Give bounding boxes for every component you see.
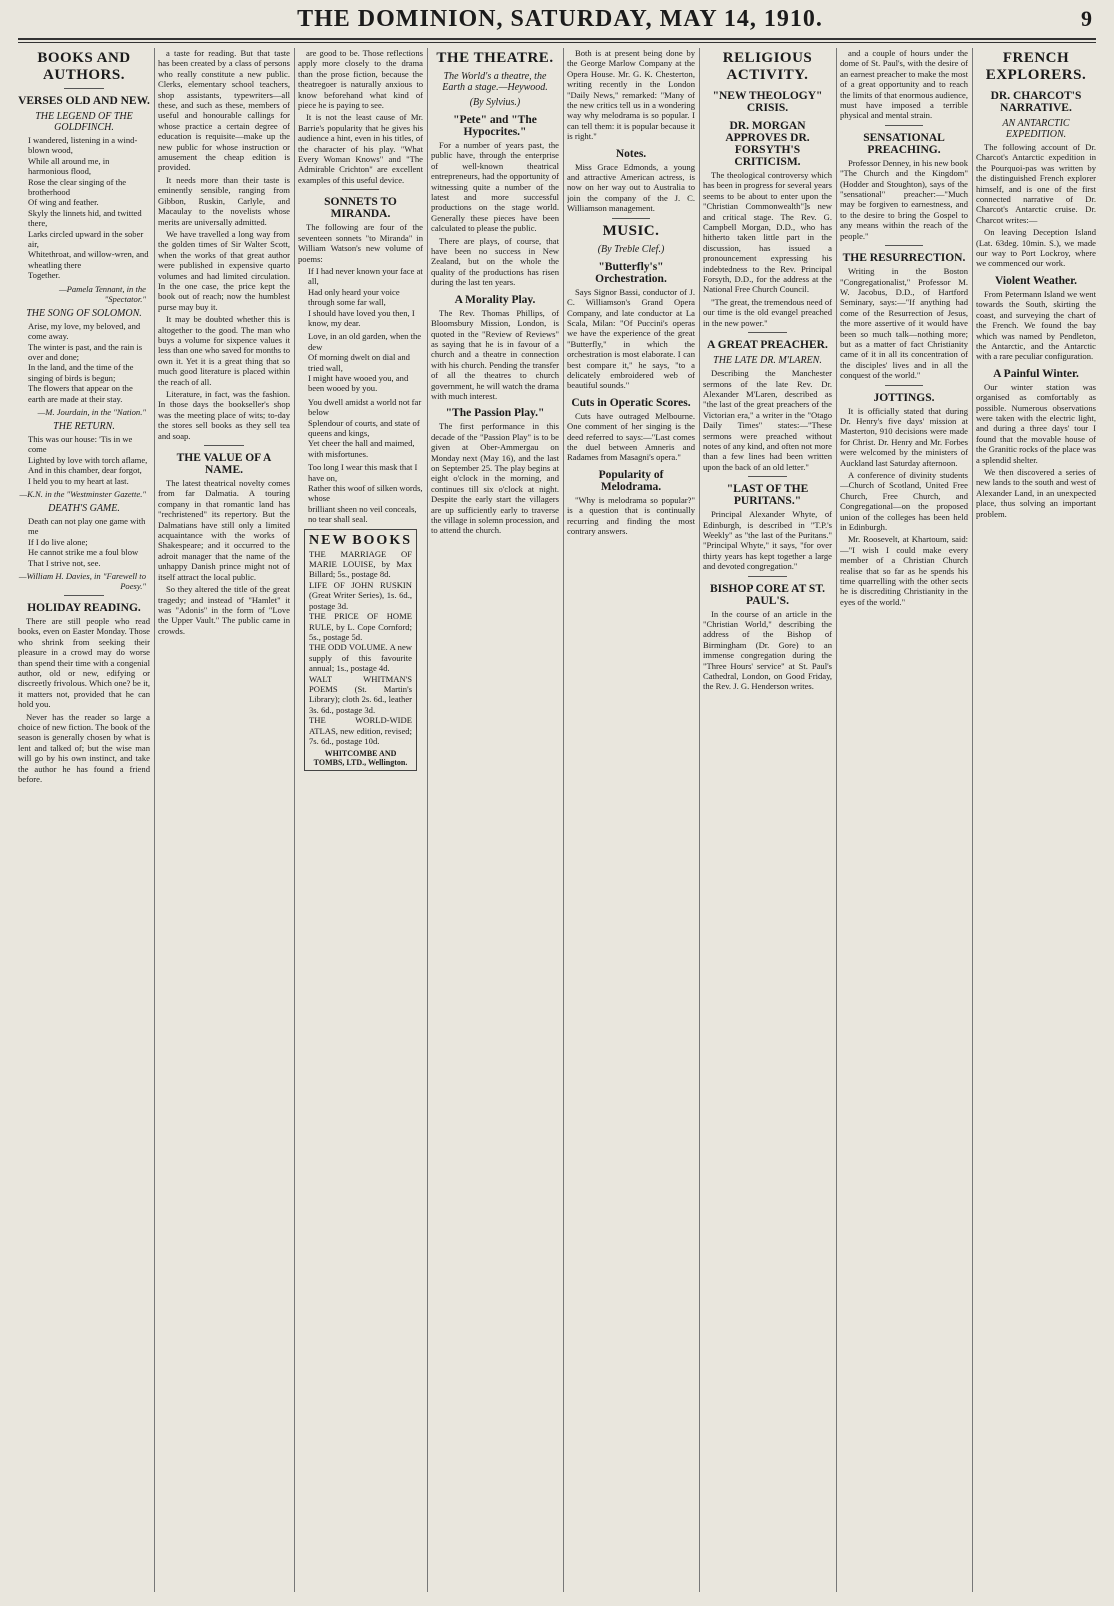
masthead [0,0,1114,40]
subhead: Popularity of Melodrama. [598,468,664,493]
divider [64,595,104,596]
article-title: HOLIDAY READING. [27,602,141,614]
subhead: Notes. [615,147,647,160]
subhead: AN ANTARCTIC EXPEDITION. [1002,118,1070,140]
column-rule [836,48,837,1592]
article-title: THE RESURRECTION. [842,252,966,265]
paragraph: We then discovered a series of new lands to the south and west of Alexander Land, in an unexpected place, thus solving an important problem. [976,466,1096,519]
article-title: BISHOP CORE AT ST. PAUL'S. [709,582,826,607]
column-sensational-preaching [840,48,968,1592]
byline: (By Treble Clef.) [597,243,665,255]
column-rule [154,48,155,1592]
paragraph: Miss Grace Edmonds, a young and attractive American actress, is now on her way out to Australia to join the company of the J. C. Williamson management. [567,161,695,214]
ad-imprint: WHITCOMBE AND TOMBS, LTD., Wellington. [313,749,408,768]
paragraph: and a couple of hours under the dome of St. Paul's, with the desire of an earnest preacher to make the most of a great opportunity and to reach the limits of that enormous audience, must have imposed a terrible physical and mental strain. [840,48,968,121]
column-holiday-reading-cont [158,48,290,1592]
column-religious-activity [703,48,832,1592]
article-title: "LAST OF THE PURITANS." [726,483,809,508]
paragraph: Writing in the Boston "Congregationalist," Professor M. W. Jacobus, D.D., of Hartford Seminary, says:—"If anything had come of the Resurrection of Jesus, the more assertive of it would have been so much talk—nothing more; but as a matter of fact Christianity came of it in all its concentration of the disciples' lives and in all the conquest of the world." [840,266,968,381]
paragraph: Principal Alexander Whyte, of Edinburgh, is described in "T.P.'s Weekly" as "the last of the Puritans." "Principal Whyte," it says, "for over thirty years has kept together a large and devoted congregation." [703,509,832,572]
subhead: "Pete" and "The Hypocrites." [453,114,537,138]
paragraph: Both is at present being done by the George Marlow Company at the Opera House. Mr. G. K. Chesterton, writing recently in the London "Daily News," remarked: "Many of the new critics tell us in a wondering way why melodrama is so popular. I can tell them: it is popular because it is right." [567,48,695,142]
paragraph: There are still people who read books, even on Easter Monday. Those who shrink from seeking their pleasure in a crowd may do worse than spend their time with a congenial author, old or new, edifying or discreetly frivolous. Which one? be it, it matters not, provided that he can hold you. [18,616,150,710]
page-number: 9 [1081,6,1092,31]
paragraph: Never has the reader so large a choice of new fiction. The book of the season is generally chosen by what is lent and talked of; but the wise man will go by his own instinct, and take the author he has found a friend before. [18,711,150,785]
column-rule [427,48,428,1592]
article-title: A GREAT PREACHER. [707,339,828,352]
column-theatre [431,48,559,1592]
subhead: "NEW THEOLOGY" CRISIS. [712,90,823,114]
sonnet-text: Love, in an old garden, when the dew Of morning dwelt on dial and tried wall, I might have wooed you, and been wooed by you. [308,331,422,394]
newspaper-title: THE DOMINION, SATURDAY, MAY 14, 1910. [297,6,823,32]
poem-attribution: —K.N. in the "Westminster Gazette." [19,488,146,499]
subhead: DR. CHARCOT'S NARRATIVE. [990,90,1082,114]
paragraph: It is officially stated that during Dr. Henry's five days' mission at Masterton, 910 decisions were made for Christ. Dr. Henry and Mr. Forbes were welcomed by the ministers of Auckland last Saturday afternoon. [840,405,968,468]
divider [885,385,923,386]
subhead: Cuts in Operatic Scores. [571,396,691,409]
poem-title: THE LEGEND OF THE GOLDFINCH. [35,111,133,133]
paragraph: Literature, in fact, was the fashion. In those days the bookseller's shop was the meeting place of wits; to-day the stores sell books as they sell tea and soap. [158,389,290,441]
paragraph: The theological controversy which has been in progress for several years seems to be about to enter upon the "Christian Commonwealth"]s new and critical stage. The Rev. G. Campbell Morgan, D.D., who has hitherto taken little part in the discussion, has issued a pronouncement expressing his indebtedness to the Rev. Principal Forsyth, D.D., for the address at the National Free Church Council. [703,170,832,295]
paragraph: Mr. Roosevelt, at Khartoum, said:—"I wish I could make every member of a Christian Church realise that so far as he spends his time quarrelling with the other sects he is discrediting Christianity in the eyes of the world." [840,534,968,607]
subhead: "Butterfly's" Orchestration. [595,260,667,285]
sonnet-text: Too long I wear this mask that I have on, Rather this woof of silken words, whose brilliant sheen no veil conceals, no tear shall seal. [308,462,423,525]
masthead-rule-thin [18,42,1096,43]
paragraph: Professor Denney, in his new book "The Church and the Kingdom" (Hodder and Stoughton), says of the "sensational" preacher:—"Much may be forgiven to earnestness, and to the desire to bring the Gospel to any means within the reach of the people." [840,157,968,241]
column-sonnets [298,48,423,1592]
article-title: JOTTINGS. [873,391,935,404]
paragraph: From Petermann Island we went towards the South, skirting the coast, and surveying the chart of the French. We found the bay which was named by Pendleton, the Antarctic, and the Antarctic with a rare peculiar configuration. [976,288,1096,362]
paragraph: "Why is melodrama so popular?" is a question that is continually recurring and finding the most contrary answers. [567,494,695,536]
byline: (By Sylvius.) [469,97,521,108]
ad-book-list: THE MARRIAGE OF MARIE LOUISE, by Max Billard; 5s., postage 8d. LIFE OF JOHN RUSKIN (Great Writer Series), 1s. 6d., postage 3d. THE PRICE OF HOME RULE, by L. Cope Cornford; 5s., postage 5d. THE ODD VOLUME. A new supply of this favourite annual; 1s., postage 4d. WALT WHITMAN'S POEMS (St. Martin's Library); cloth 2s. 6d., leather 3s. 6d., postage 3d. THE WORLD-WIDE ATLAS, new edition, revised; 7s. 6d., postage 10d. [309,548,412,746]
column-french-explorers [976,48,1096,1592]
paragraph: The Rev. Thomas Phillips, of Bloomsbury Mission, London, is quoted in the "Review of Reviews" as saying that he is in favour of a church and a theatre in connection with his church. Pending the transfer of all the theatres to church government, he will watch the drama with much interest. [431,307,559,401]
poem-attribution: —M. Jourdain, in the "Nation." [37,406,146,417]
paragraph: The following account of Dr. Charcot's Antarctic expedition in the Pourquoi-pas was written by the distinguished French explorer himself, and is one of the first connected narrative of Dr. Charcot's Antarctic cruise. Dr. Charcot writes:— [976,142,1096,225]
paragraph: It may be doubted whether this is altogether to the good. The man who buys a volume for sixpence values it less than one who saved for months to own it. Yet it is a great thing that so much good literature is placed within the reach of all. [158,314,290,387]
ad-heading-left: NEW [309,532,349,548]
poem-text: I wandered, listening in a wind-blown wood, While all around me, in harmonious flood, Rose the clear singing of the brotherhood Of wing and feather. Skyly the linnets hid, and twitted there, Larks circled upward in the sober air, Whitethroat, and willow-wren, and wheatling there Together. [28,135,149,281]
ad-heading-right: BOOKS [352,532,412,548]
divider [885,245,923,246]
poem-attribution: —Pamela Tennant, in the "Spectator." [58,283,146,304]
paragraph: a taste for reading. But that taste has been created by a class of persons who really constitute a new public. Clerks, elementary school teachers, shop assistants, typewriters—all these, and such as these, members of useful and honourable callings for whose practice a certain degree of education is requisite—make up the new public for whose instruction or amusement the cheap edition is provided. [158,48,290,173]
subhead: "The Passion Play." [445,407,545,420]
paragraph: Says Signor Bassi, conductor of J. C. Williamson's Grand Opera Company, and late conductor at La Scala, Milan: "Of Puccini's operas we have the experience of the great "Butterfly," in which the orchestration is most elaborate. I can best compare it," he says, "to a delicately embroidered web of beautiful sounds." [567,286,695,391]
paragraph: are good to be. Those reflections apply more closely to the drama than the prose fiction, because the theatregoer is naturally anxious to know beforehand what kind of piece he is paying to see. [298,48,423,111]
paragraph: In the course of an article in the "Christian World," describing the address of the Bishop of Birmingham (Dr. Gore) to an immense congregation during the "Three Hours' service" at St. Paul's Cathedral, London, on Good Friday, the Rev. J. G. Henderson writes. [703,608,832,692]
divider [885,125,923,126]
motto: The World's a theatre, the Earth a stage.—Heywood. [442,71,548,93]
column-rule [563,48,564,1592]
paragraph: It needs more than their taste is eminently sensible, ranging from Gibbon, Ruskin, Carlyle, and Macaulay to the novelists whose merits are universally admitted. [158,174,290,227]
paragraph: For a number of years past, the public have, through the enterprise of well-known theatrical entrepreneurs, had the opportunity of witnessing quite a number of the latest and more successful productions on the stage world. Generally these pieces have been calculated to please the public. [431,140,559,234]
paragraph: A conference of divinity students—Church of Scotland, United Free Church, Free Church, and Congregational—on the proposed union of the colleges has been held in Edinburgh. [840,470,968,533]
paragraph: We have travelled a long way from the golden times of Sir Walter Scott, when the works of that great author were published in expensive quarto volumes and had limited circulation. In the one case, the price kept the book out of reach; now the humblest purse may buy it. [158,228,290,312]
poem-attribution: —William H. Davies, in "Farewell to Poesy." [18,571,146,591]
section-title: MUSIC. [602,222,660,239]
paragraph: On leaving Deception Island (Lat. 63deg. 10min. S.), we made our way to Port Lockroy, where we commenced our work. [976,227,1096,269]
article-title: SONNETS TO MIRANDA. [324,196,397,221]
divider [748,476,787,477]
subhead: THE LATE DR. M'LAREN. [713,355,822,367]
article-title: THE VALUE OF A NAME. [176,452,272,477]
article-title: SENSATIONAL PREACHING. [863,131,945,156]
new-books-advertisement [304,529,417,772]
subhead: Violent Weather. [995,274,1077,287]
paragraph: Cuts have outraged Melbourne. One comment of her singing is the deed referred to says:—"Last comes the duel between Amneris and Radames from Masagni's opera." [567,410,695,463]
divider [342,189,380,190]
paragraph: The latest theatrical novelty comes from far Dalmatia. A touring company in that romantic land has "rechristened" its repertory. But the Dalmatians have still only a limited acquaintance with the works of Shakespeare; and it occurred to the adroit manager that the name of the unhappy Danish prince might not of itself attract the local public. [158,478,290,582]
subhead: VERSES OLD AND NEW. [18,95,150,107]
poem-text: Arise, my love, my beloved, and come away. The winter is past, and the rain is over and done; In the land, and the time of the singing of birds is begun; The flowers that appear on the earth are made at their stay. [28,320,143,404]
subhead: A Painful Winter. [993,367,1079,380]
paragraph: Our winter station was organised as comfortably as possible. Numerous observations were taken with the electric light, and during a three days' tour I found that the movable house of the Granitic rocks of the place was a splendid shelter. [976,381,1096,465]
divider [612,218,650,219]
column-rule [699,48,700,1592]
sonnet-text: If I had never known your face at all, Had only heard your voice through some far wall, I should have loved you then, I know, my dear. [308,265,423,328]
paragraph: "The great, the tremendous need of our time is the old evangel preached in the new power." [703,296,832,328]
section-title: BOOKS AND AUTHORS. [37,50,131,83]
paragraph: The first performance in this decade of the "Passion Play" is to be given at Ober-Ammergau on Monday next (May 16), and the last on September 25. The play begins at eight o'clock in the morning, and continues till six o'clock at night. Despite the early start the villagers are up sufficiently early to traverse the village in solemn procession, and to attend the church. [431,421,559,536]
divider [748,332,787,333]
ad-heading [309,533,412,549]
poem-text: This was our house: 'Tis in we come Lighted by love with torch aflame, And in this chamber, dear forgot, I held you to my heart at last. [28,433,148,486]
paragraph: It is not the least cause of Mr. Barrie's popularity that he gives his audience a hint, even in his titles, of the character of his play. "What Every Woman Knows" and "The Admirable Crichton" are excellent examples of this useful device. [298,112,423,185]
column-music [567,48,695,1592]
poem-title: THE SONG OF SOLOMON. [26,307,142,319]
column-rule [294,48,295,1592]
masthead-rule [18,38,1096,40]
section-title: RELIGIOUS ACTIVITY. [722,50,813,83]
poem-title: DEATH'S GAME. [48,502,120,514]
paragraph: The following are four of the seventeen sonnets "to Miranda" in William Watson's new volume of poems: [298,222,423,264]
subhead: A Morality Play. [454,293,536,306]
poem-text: Death can not play one game with me If I do live alone; He cannot strike me a foul blow That I strive not, see. [28,515,146,568]
paragraph: So they altered the title of the great tragedy; and instead of "Hamlet" it was "Adonis" in the form of "Love the Upper Vault." The public came in crowds. [158,584,290,636]
poem-title: THE RETURN. [53,420,115,432]
divider [748,576,787,577]
subhead: DR. MORGAN APPROVES DR. FORSYTH'S CRITICISM. [725,120,810,168]
divider [64,88,104,89]
column-rule [972,48,973,1592]
paragraph: There are plays, of course, that have been no success in New Zealand, but on the whole the quality of the productions has risen during the last ten years. [431,235,559,288]
paragraph: Describing the Manchester sermons of the late Rev. Dr. Alexander M'Laren, described as "the last of the great preachers of the Victorian era," a writer in the "Otago Daily Times" states:—"These sermons were preached without notes of any kind, and often not more than a few lines had been written upon the back of an old letter." [703,368,832,472]
divider [204,445,244,446]
column-books-and-authors [18,48,150,1592]
sonnet-text: You dwell amidst a world not far below Splendour of courts, and state of queens and kings, Yet cheer the hall and maimed, with misfortunes. [308,396,422,459]
section-title: FRENCH EXPLORERS. [985,50,1087,83]
section-title: THE THEATRE. [436,50,554,66]
